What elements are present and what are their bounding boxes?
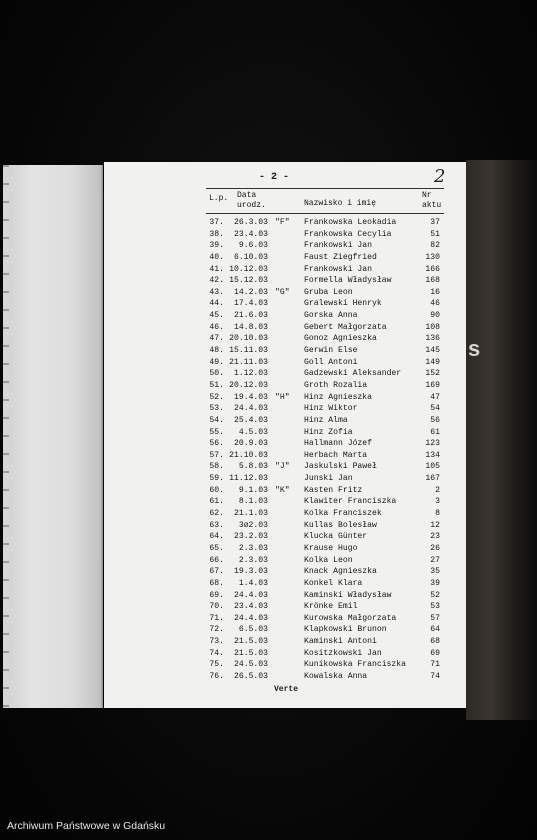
row-number: 45.: [209, 311, 224, 321]
record-number: 149: [425, 357, 440, 367]
table-row: [104, 671, 466, 683]
table-row: [104, 543, 466, 555]
birth-date: 21.6.03: [234, 311, 268, 321]
register-rows: [104, 217, 466, 683]
table-row: [104, 624, 466, 636]
birth-date: 15.12.03: [229, 276, 268, 286]
table-row: [104, 590, 466, 602]
row-number: 54.: [209, 415, 224, 425]
person-name: Frankowska Leokadia: [304, 218, 397, 227]
row-number: 59.: [209, 474, 224, 484]
record-number: 52: [430, 590, 440, 600]
section-letter: "K": [275, 485, 290, 495]
birth-date: 9.1.03: [238, 485, 268, 495]
row-number: 68.: [209, 578, 224, 588]
birth-date: 2.3.03: [238, 555, 268, 565]
table-row: [104, 392, 466, 404]
table-row: [104, 368, 466, 380]
handwritten-page-mark: 2: [434, 166, 446, 187]
record-number: 26: [430, 543, 440, 553]
row-number: 63.: [209, 520, 224, 530]
record-number: 27: [430, 555, 440, 565]
row-number: 70.: [209, 602, 224, 612]
birth-date: 23.4.03: [234, 602, 268, 612]
person-name: Gralewski Henryk: [304, 299, 382, 309]
record-number: 23: [430, 532, 440, 542]
person-name: Faust Ziegfried: [304, 252, 377, 262]
person-name: Goll Antoni: [304, 357, 358, 367]
row-number: 56.: [209, 439, 224, 449]
record-number: 54: [430, 404, 440, 414]
record-number: 169: [425, 380, 440, 390]
section-letter: "H": [275, 392, 290, 402]
adjacent-page-mark: s: [468, 336, 481, 361]
birth-date: 10.12.03: [229, 264, 268, 274]
person-name: Kositzkowski Jan: [304, 648, 382, 658]
record-number: 74: [430, 671, 440, 681]
birth-date: 6.5.03: [238, 625, 268, 635]
record-number: 166: [425, 264, 440, 274]
record-number: 8: [435, 509, 440, 519]
birth-date: 20.10.03: [229, 334, 268, 344]
person-name: Klucka Günter: [304, 532, 368, 542]
row-number: 71.: [209, 613, 224, 623]
row-number: 57.: [209, 450, 224, 460]
table-row: [104, 659, 466, 671]
birth-date: 14.2.03: [234, 287, 268, 297]
birth-date: 25.4.03: [234, 415, 268, 425]
table-row: [104, 427, 466, 439]
birth-date: 21.11.03: [229, 357, 268, 367]
person-name: Konkel Klara: [304, 578, 363, 588]
person-name: Kaminski Antoni: [304, 637, 377, 647]
person-name: Klawiter Franciszka: [304, 497, 397, 507]
header-name: Nazwisko i imię: [304, 199, 377, 208]
row-number: 40.: [209, 252, 224, 262]
person-name: Krönke Emil: [304, 602, 358, 612]
table-row: [104, 333, 466, 345]
row-number: 67.: [209, 567, 224, 577]
verte-label: Verte: [274, 685, 299, 694]
birth-date: 14.8.03: [234, 322, 268, 332]
table-row: [104, 240, 466, 252]
table-row: [104, 217, 466, 229]
header-rule-bottom: [206, 213, 444, 214]
birth-date: 11.12.03: [229, 474, 268, 484]
birth-date: 26.5.03: [234, 671, 268, 681]
record-number: 69: [430, 648, 440, 658]
birth-date: 20.9.03: [234, 439, 268, 449]
header-birth-date: Data urodz.: [237, 191, 266, 210]
section-letter: "G": [275, 287, 290, 297]
header-rule-top: [206, 188, 444, 189]
person-name: Kasten Fritz: [304, 485, 363, 495]
row-number: 60.: [209, 485, 224, 495]
adjacent-page-edge: [466, 160, 537, 720]
record-number: 12: [430, 520, 440, 530]
row-number: 50.: [209, 369, 224, 379]
table-row: [104, 566, 466, 578]
section-letter: "F": [275, 218, 290, 227]
archive-footer: Archiwum Państwowe w Gdańsku: [7, 820, 166, 832]
row-number: 38.: [209, 229, 224, 239]
person-name: Gadzewski Aleksander: [304, 369, 402, 379]
table-row: [104, 264, 466, 276]
row-number: 51.: [209, 380, 224, 390]
record-number: 68: [430, 637, 440, 647]
record-number: 168: [425, 276, 440, 286]
birth-date: 24.5.03: [234, 660, 268, 670]
person-name: Hinz Agnieszka: [304, 392, 372, 402]
record-number: 3: [435, 497, 440, 507]
person-name: Knack Agnieszka: [304, 567, 377, 577]
person-name: Groth Rozalia: [304, 380, 368, 390]
birth-date: 20.12.03: [229, 380, 268, 390]
record-number: 35: [430, 567, 440, 577]
birth-date: 21.5.03: [234, 648, 268, 658]
table-row: [104, 496, 466, 508]
record-number: 39: [430, 578, 440, 588]
record-number: 47: [430, 392, 440, 402]
table-row: [104, 531, 466, 543]
row-number: 55.: [209, 427, 224, 437]
person-name: Herbach Marta: [304, 450, 368, 460]
table-row: [104, 322, 466, 334]
birth-date: 24.4.03: [234, 404, 268, 414]
header-lp: L.p.: [209, 194, 229, 203]
birth-date: 23.4.03: [234, 229, 268, 239]
record-number: 46: [430, 299, 440, 309]
record-number: 123: [425, 439, 440, 449]
birth-date: 6.10.03: [234, 252, 268, 262]
person-name: Kowalska Anna: [304, 671, 368, 681]
record-number: 130: [425, 252, 440, 262]
record-number: 71: [430, 660, 440, 670]
row-number: 42.: [209, 276, 224, 286]
person-name: Hinz Wiktor: [304, 404, 358, 414]
birth-date: 24.4.03: [234, 613, 268, 623]
header-record-number: Nr aktu: [422, 191, 442, 210]
person-name: Kurowska Małgorzata: [304, 613, 397, 623]
table-row: [104, 601, 466, 613]
table-row: [104, 648, 466, 660]
person-name: Hinz Zofia: [304, 427, 353, 437]
person-name: Frankowski Jan: [304, 241, 372, 251]
person-name: Gruba Leon: [304, 287, 353, 297]
table-row: [104, 438, 466, 450]
birth-date: 26.3.03: [234, 218, 268, 227]
section-letter: "J": [275, 462, 290, 472]
table-row: [104, 555, 466, 567]
person-name: Gebert Małgorzata: [304, 322, 387, 332]
record-number: 57: [430, 613, 440, 623]
birth-date: 4.5.03: [238, 427, 268, 437]
birth-date: 17.4.03: [234, 299, 268, 309]
table-row: [104, 287, 466, 299]
table-row: [104, 636, 466, 648]
row-number: 72.: [209, 625, 224, 635]
record-number: 61: [430, 427, 440, 437]
row-number: 73.: [209, 637, 224, 647]
person-name: Klapkowski Brunon: [304, 625, 387, 635]
record-number: 105: [425, 462, 440, 472]
table-row: [104, 613, 466, 625]
table-row: [104, 310, 466, 322]
birth-date: 3ø2.03: [238, 520, 268, 530]
birth-date: 19.4.03: [234, 392, 268, 402]
person-name: Kolka Leon: [304, 555, 353, 565]
record-number: 90: [430, 311, 440, 321]
table-row: [104, 461, 466, 473]
row-number: 53.: [209, 404, 224, 414]
row-number: 69.: [209, 590, 224, 600]
row-number: 52.: [209, 392, 224, 402]
record-number: 82: [430, 241, 440, 251]
table-row: [104, 508, 466, 520]
record-number: 167: [425, 474, 440, 484]
person-name: Frankowski Jan: [304, 264, 372, 274]
table-row: [104, 415, 466, 427]
birth-date: 8.1.03: [238, 497, 268, 507]
record-number: 53: [430, 602, 440, 612]
table-row: [104, 473, 466, 485]
table-row: [104, 229, 466, 241]
row-number: 43.: [209, 287, 224, 297]
birth-date: 23.2.03: [234, 532, 268, 542]
row-number: 65.: [209, 543, 224, 553]
table-row: [104, 578, 466, 590]
person-name: Gorska Anna: [304, 311, 358, 321]
record-number: 51: [430, 229, 440, 239]
birth-date: 21.5.03: [234, 637, 268, 647]
person-name: Hinz Alma: [304, 415, 348, 425]
table-row: [104, 298, 466, 310]
person-name: Gonoz Agnieszka: [304, 334, 377, 344]
person-name: Formella Władysław: [304, 276, 392, 286]
table-row: [104, 485, 466, 497]
row-number: 39.: [209, 241, 224, 251]
person-name: Jaskulski Paweł: [304, 462, 377, 472]
person-name: Kullas Bolesław: [304, 520, 377, 530]
birth-date: 15.11.03: [229, 346, 268, 356]
birth-date: 1.4.03: [238, 578, 268, 588]
previous-page-strip: [3, 165, 103, 708]
birth-date: 1.12.03: [234, 369, 268, 379]
row-number: 41.: [209, 264, 224, 274]
birth-date: 2.3.03: [238, 543, 268, 553]
record-number: 16: [430, 287, 440, 297]
document-page: [104, 162, 466, 708]
person-name: Hallmann Józef: [304, 439, 372, 449]
table-row: [104, 403, 466, 415]
record-number: 145: [425, 346, 440, 356]
record-number: 152: [425, 369, 440, 379]
person-name: Gerwin Else: [304, 346, 358, 356]
row-number: 44.: [209, 299, 224, 309]
table-row: [104, 450, 466, 462]
table-row: [104, 520, 466, 532]
row-number: 66.: [209, 555, 224, 565]
record-number: 134: [425, 450, 440, 460]
table-row: [104, 345, 466, 357]
table-row: [104, 275, 466, 287]
row-number: 61.: [209, 497, 224, 507]
record-number: 136: [425, 334, 440, 344]
person-name: Frankowska Cecylia: [304, 229, 392, 239]
birth-date: 9.6.03: [238, 241, 268, 251]
person-name: Kunikowska Franciszka: [304, 660, 406, 670]
row-number: 76.: [209, 671, 224, 681]
birth-date: 24.4.03: [234, 590, 268, 600]
person-name: Junski Jan: [304, 474, 353, 484]
birth-date: 21.1.03: [234, 509, 268, 519]
row-number: 62.: [209, 509, 224, 519]
row-number: 74.: [209, 648, 224, 658]
row-number: 47.: [209, 334, 224, 344]
row-number: 37.: [209, 218, 224, 227]
birth-date: 19.3.03: [234, 567, 268, 577]
record-number: 37: [430, 218, 440, 227]
row-number: 58.: [209, 462, 224, 472]
person-name: Kaminski Władysław: [304, 590, 392, 600]
birth-date: 21.10.03: [229, 450, 268, 460]
page-number: - 2 -: [258, 172, 289, 183]
record-number: 2: [435, 485, 440, 495]
row-number: 46.: [209, 322, 224, 332]
row-number: 64.: [209, 532, 224, 542]
person-name: Krause Hugo: [304, 543, 358, 553]
row-number: 49.: [209, 357, 224, 367]
table-row: [104, 380, 466, 392]
birth-date: 5.8.03: [238, 462, 268, 472]
record-number: 108: [425, 322, 440, 332]
row-number: 75.: [209, 660, 224, 670]
person-name: Kolka Franciszek: [304, 509, 382, 519]
record-number: 56: [430, 415, 440, 425]
record-number: 64: [430, 625, 440, 635]
table-row: [104, 357, 466, 369]
row-number: 48.: [209, 346, 224, 356]
table-row: [104, 252, 466, 264]
